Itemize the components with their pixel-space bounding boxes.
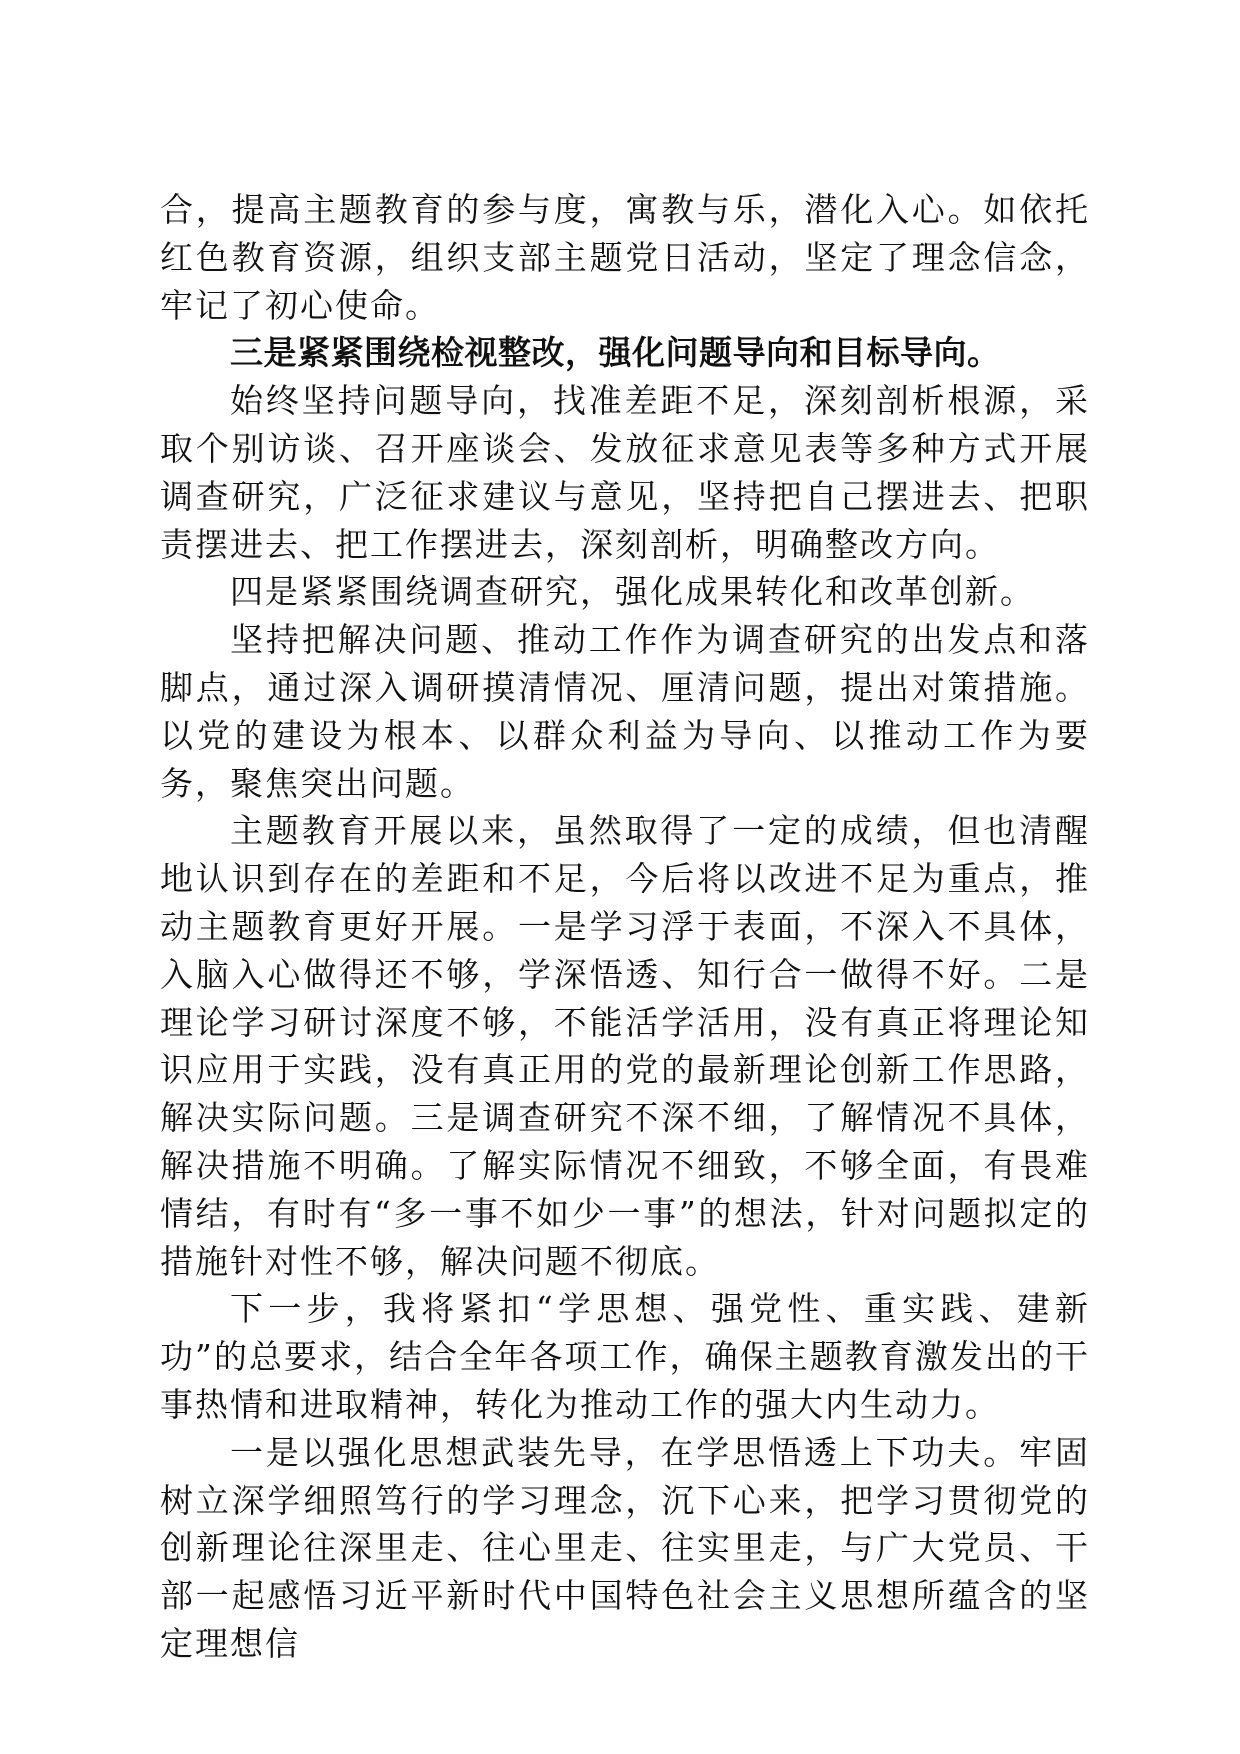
paragraph-problem-orientation: 始终坚持问题导向，找准差距不足，深刻剖析根源，采取个别访谈、召开座谈会、发放征求意见表等多种方式开展调查研究，广泛征求建议与意见，坚持把自己摆进去、把职责摆进去、把工作摆进去，深刻剖析，明确整改方向。 — [160, 381, 1090, 564]
paragraph-next-step: 下一步，我将紧扣“学思想、强党性、重实践、建新功”的总要求，结合全年各项工作，确保主题教育激发出的干事热情和进取精神，转化为推动工作的强大内生动力。 — [160, 1289, 1090, 1424]
section-heading-three: 三是紧紧围绕检视整改，强化问题导向和目标导向。 — [230, 333, 1001, 373]
document-body — [160, 186, 1090, 1668]
section-heading-four: 四是紧紧围绕调查研究，强化成果转化和改革创新。 — [230, 572, 1035, 612]
paragraph-shortcomings: 主题教育开展以来，虽然取得了一定的成绩，但也清醒地认识到存在的差距和不足，今后将以改进不足为重点，推动主题教育更好开展。一是学习浮于表面，不深入不具体，入脑入心做得还不够，学深悟透、知行合一做得不好。二是理论学习研讨深度不够，不能活学活用，没有真正将理论知识应用于实践，没有真正用的党的最新理论创新工作思路，解决实际问题。三是调查研究不深不细，了解情况不具体，解决措施不明确。了解实际情况不细致，不够全面，有畏难情结，有时有“多一事不如少一事”的想法，针对问题拟定的措施针对性不够，解决问题不彻底。 — [160, 811, 1090, 1281]
paragraph-research: 坚持把解决问题、推动工作作为调查研究的出发点和落脚点，通过深入调研摸清情况、厘清问题，提出对策措施。以党的建设为根本、以群众利益为导向、以推动工作为要务，聚焦突出问题。 — [160, 620, 1090, 803]
paragraph-measure-one: 一是以强化思想武装先导，在学思悟透上下功夫。牢固树立深学细照笃行的学习理念，沉下心来，把学习贯彻党的创新理论往深里走、往心里走、往实里走，与广大党员、干部一起感悟习近平新时代中国特色社会主义思想所蕴含的坚定理想信 — [160, 1432, 1090, 1663]
paragraph-continuation: 合，提高主题教育的参与度，寓教与乐，潜化入心。如依托红色教育资源，组织支部主题党日活动，坚定了理念信念，牢记了初心使命。 — [160, 190, 1090, 325]
